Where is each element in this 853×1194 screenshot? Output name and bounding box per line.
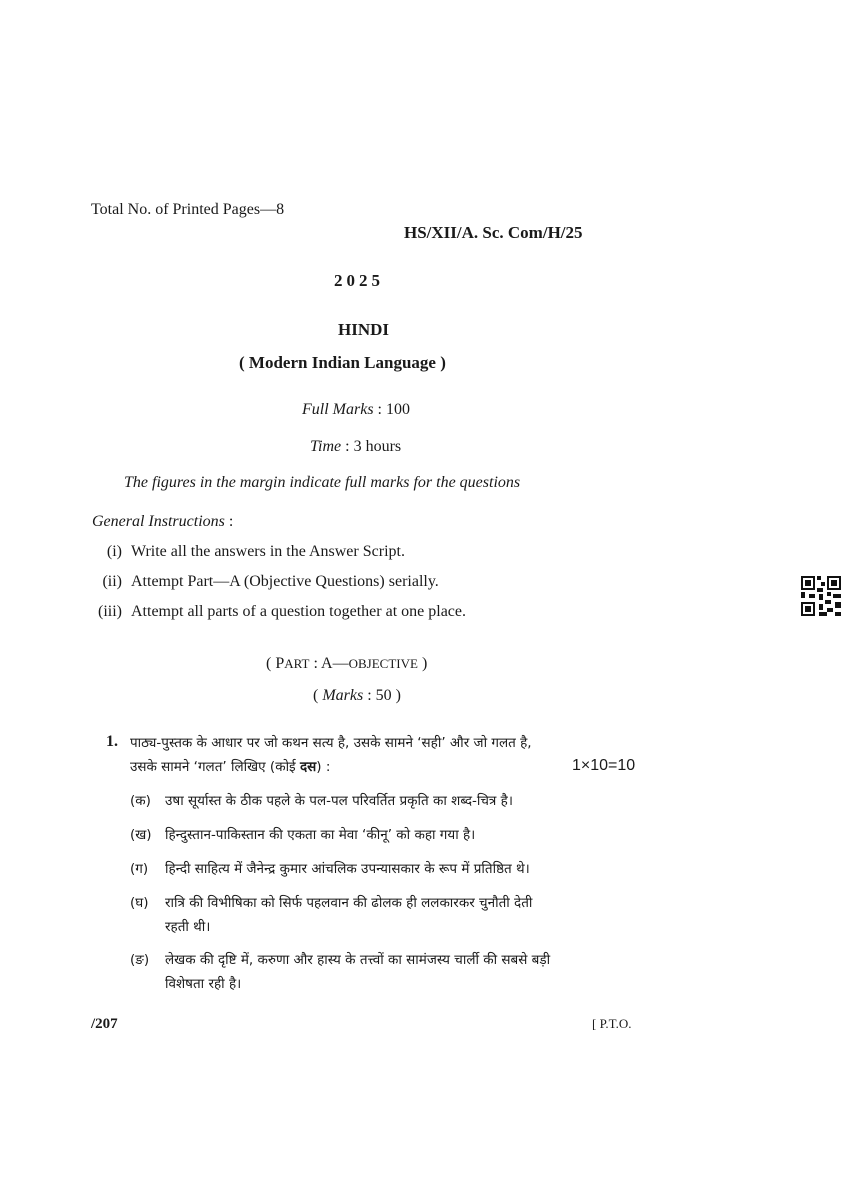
instruction-number: (i) — [106, 543, 122, 560]
footer-code: /207 — [91, 1016, 118, 1032]
option-text-cont: विशेषता रही है। — [165, 976, 242, 992]
question-text-a: उसके सामने ‘गलत’ लिखिए (कोई — [130, 759, 300, 775]
question-text-line1: पाठ्य-पुस्तक के आधार पर जो कथन सत्य है, उसके सामने ‘सही’ और जो गलत है, — [130, 735, 532, 751]
question-text-line2 — [130, 757, 330, 775]
instruction-text: Attempt Part—A (Objective Questions) serially. — [131, 573, 439, 590]
option-item — [0, 859, 853, 883]
option-label: (ङ) — [130, 952, 150, 968]
option-item — [0, 893, 853, 941]
instruction-text: Attempt all parts of a question together at one place. — [131, 603, 466, 620]
question-number: 1. — [106, 733, 118, 750]
option-text-cont: रहती थी। — [165, 919, 211, 935]
instruction-text: Write all the answers in the Answer Script. — [131, 543, 405, 560]
marks-label: Marks — [322, 687, 364, 704]
option-label: (ग) — [130, 861, 149, 877]
full-marks-value: : 100 — [373, 401, 410, 418]
exam-year: 2025 — [334, 271, 384, 290]
question-text-bold: दस — [299, 759, 317, 775]
total-pages: Total No. of Printed Pages—8 — [91, 201, 285, 218]
qr-code-icon — [801, 576, 841, 616]
option-item — [0, 950, 853, 998]
footer-pto: [ P.T.O. — [592, 1016, 632, 1031]
option-text: रात्रि की विभीषिका को सिर्फ पहलवान की ढोलक ही ललकारकर चुनौती देती — [165, 895, 533, 911]
margin-note: The figures in the margin indicate full marks for the questions — [124, 474, 521, 491]
marks-value: : 50 ) — [363, 687, 401, 704]
option-text: हिन्दुस्तान-पाकिस्तान की एकता का मेवा ‘कीनू’ को कहा गया है। — [165, 827, 476, 843]
instruction-number: (ii) — [102, 573, 122, 590]
option-label: (ख) — [130, 827, 152, 843]
option-text: हिन्दी साहित्य में जैनेन्द्र कुमार आंचलिक उपन्यासकार के रूप में प्रतिष्ठित थे। — [165, 861, 530, 877]
instruction-item — [0, 543, 853, 565]
time-label: Time — [310, 438, 342, 455]
full-marks — [302, 401, 410, 419]
instructions-colon: : — [224, 513, 234, 530]
exam-time — [310, 438, 401, 456]
part-marks — [313, 687, 401, 705]
instructions-label: General Instructions — [92, 513, 225, 530]
option-item — [0, 791, 853, 815]
part-mid: : A— — [309, 655, 349, 672]
subject-subtitle: ( Modern Indian Language ) — [239, 353, 446, 372]
instruction-item — [0, 573, 853, 595]
marks-open: ( — [313, 687, 323, 704]
subject-title: HINDI — [338, 320, 390, 339]
option-text: उषा सूर्यास्त के ठीक पहले के पल-पल परिवर्तित प्रकृति का शब्द-चित्र है। — [165, 793, 513, 809]
question-text-b: ) : — [316, 759, 331, 775]
option-label: (क) — [130, 793, 151, 809]
instruction-item — [0, 603, 853, 625]
option-text: लेखक की दृष्टि में, करुणा और हास्य के तत्त्वों का सामंजस्य चार्ली की सबसे बड़ी — [165, 952, 551, 968]
part-prefix: ( P — [266, 655, 285, 672]
part-suffix: ) — [417, 655, 428, 672]
general-instructions-title — [92, 513, 233, 531]
time-value: : 3 hours — [341, 438, 402, 455]
paper-code: HS/XII/A. Sc. Com/H/25 — [404, 223, 583, 242]
full-marks-label: Full Marks — [302, 401, 374, 418]
part-word: ART — [284, 656, 310, 671]
part-heading — [266, 655, 427, 673]
objective-word: OBJECTIVE — [348, 656, 418, 671]
question-marks: 1×10=10 — [572, 757, 636, 774]
option-item — [0, 825, 853, 849]
option-label: (घ) — [130, 895, 149, 911]
instruction-number: (iii) — [98, 603, 122, 620]
